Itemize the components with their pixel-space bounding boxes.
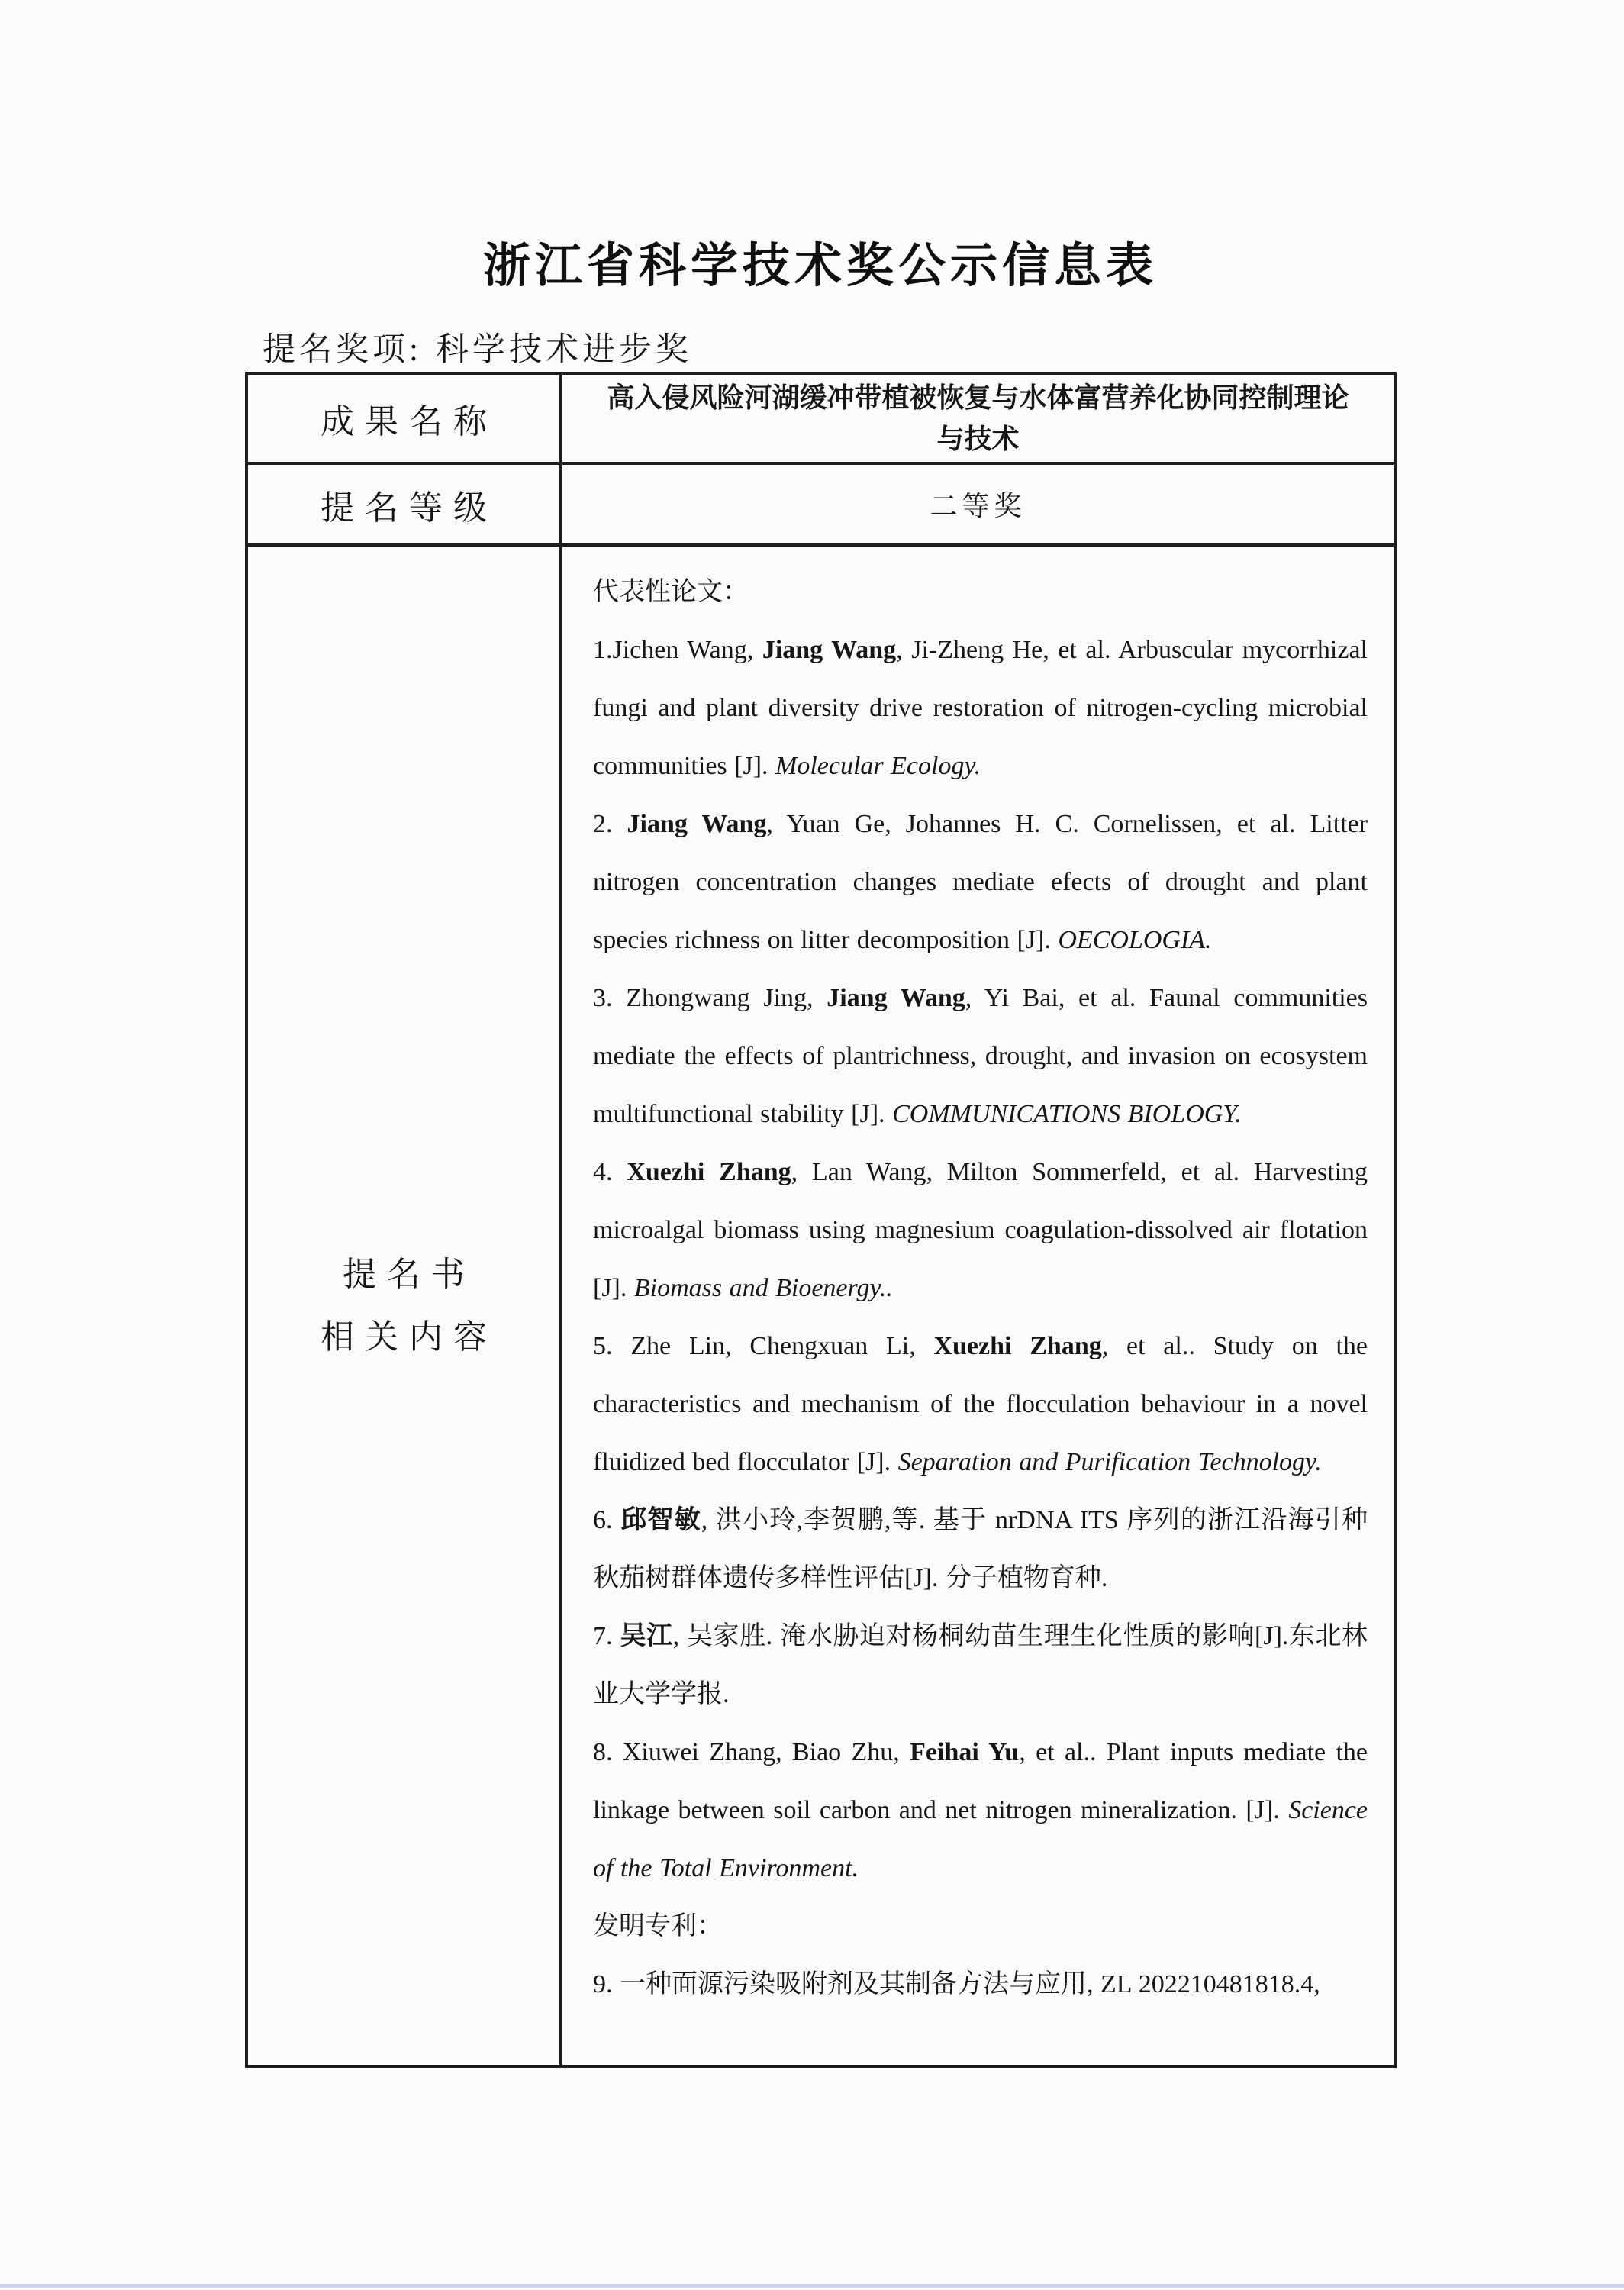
papers-heading: 代表性论文： [593, 578, 749, 606]
table-row-nomination-content [246, 545, 1395, 2066]
paper-item-4: 4. Xuezhi Zhang, Lan Wang, Milton Sommerfeld, et al. Harvesting microalgal biomass using magnesium coagulation-dissolved air flotation [J]. Biomass and Bioenergy.. [593, 1158, 1368, 1302]
patents-heading: 发明专利： [593, 1912, 723, 1940]
papers-list [562, 547, 1394, 2053]
scan-edge-artifact [0, 2284, 1624, 2288]
page-title: 浙江省科学技术奖公示信息表 [482, 240, 1158, 292]
paper-item-7: 7. 吴江, 吴家胜. 淹水胁迫对杨桐幼苗生理生化性质的影响[J].东北林业大学学报. [593, 1622, 1368, 1708]
table-row-nomination-grade [246, 463, 1395, 545]
nomination-content-label-line2: 相关内容 [321, 1318, 498, 1356]
achievement-name-label: 成果名称 [246, 373, 561, 463]
nomination-grade-label: 提名等级 [246, 463, 561, 545]
paper-item-3: 3. Zhongwang Jing, Jiang Wang, Yi Bai, et al. Faunal communities mediate the effects of plantrichness, drought, and invasion on ecosystem multifunctional stability [J]. COMMUNICATIONS BIOLOGY. [593, 984, 1368, 1128]
nomination-content-label-line1: 提名书 [343, 1255, 475, 1293]
info-table [245, 372, 1397, 2068]
nomination-content-value [561, 545, 1395, 2066]
paper-item-8: 8. Xiuwei Zhang, Biao Zhu, Feihai Yu, et al.. Plant inputs mediate the linkage between soil carbon and net nitrogen mineralization. [J]. Science of the Total Environment. [593, 1738, 1368, 1882]
award-type-label: 提名奖项: [263, 332, 422, 368]
paper-item-1: 1.Jichen Wang, Jiang Wang, Ji-Zheng He, et al. Arbuscular mycorrhizal fungi and plant diversity drive restoration of nitrogen-cycling microbial communities [J]. Molecular Ecology. [593, 636, 1368, 780]
achievement-name-value: 高入侵风险河湖缓冲带植被恢复与水体富营养化协同控制理论与技术 [561, 373, 1395, 463]
award-type-value: 科学技术进步奖 [435, 332, 692, 368]
table-row-achievement-name [246, 373, 1395, 463]
paper-item-2: 2. Jiang Wang, Yuan Ge, Johannes H. C. Cornelissen, et al. Litter nitrogen concentration changes mediate efects of drought and plant species richness on litter decomposition [J]. OECOLOGIA. [593, 810, 1368, 954]
paper-item-5: 5. Zhe Lin, Chengxuan Li, Xuezhi Zhang, et al.. Study on the characteristics and mechanism of the flocculation behaviour in a novel fluidized bed flocculator [J]. Separation and Purification Technology. [593, 1332, 1368, 1476]
patent-item-9: 9. 一种面源污染吸附剂及其制备方法与应用, ZL 202210481818.4, [593, 1970, 1320, 1998]
paper-item-6: 6. 邱智敏, 洪小玲,李贺鹏,等. 基于 nrDNA ITS 序列的浙江沿海引种秋茄树群体遗传多样性评估[J]. 分子植物育种. [593, 1506, 1368, 1592]
award-type-line [263, 324, 692, 370]
nomination-grade-value: 二等奖 [561, 463, 1395, 545]
nomination-content-label [246, 545, 561, 2066]
